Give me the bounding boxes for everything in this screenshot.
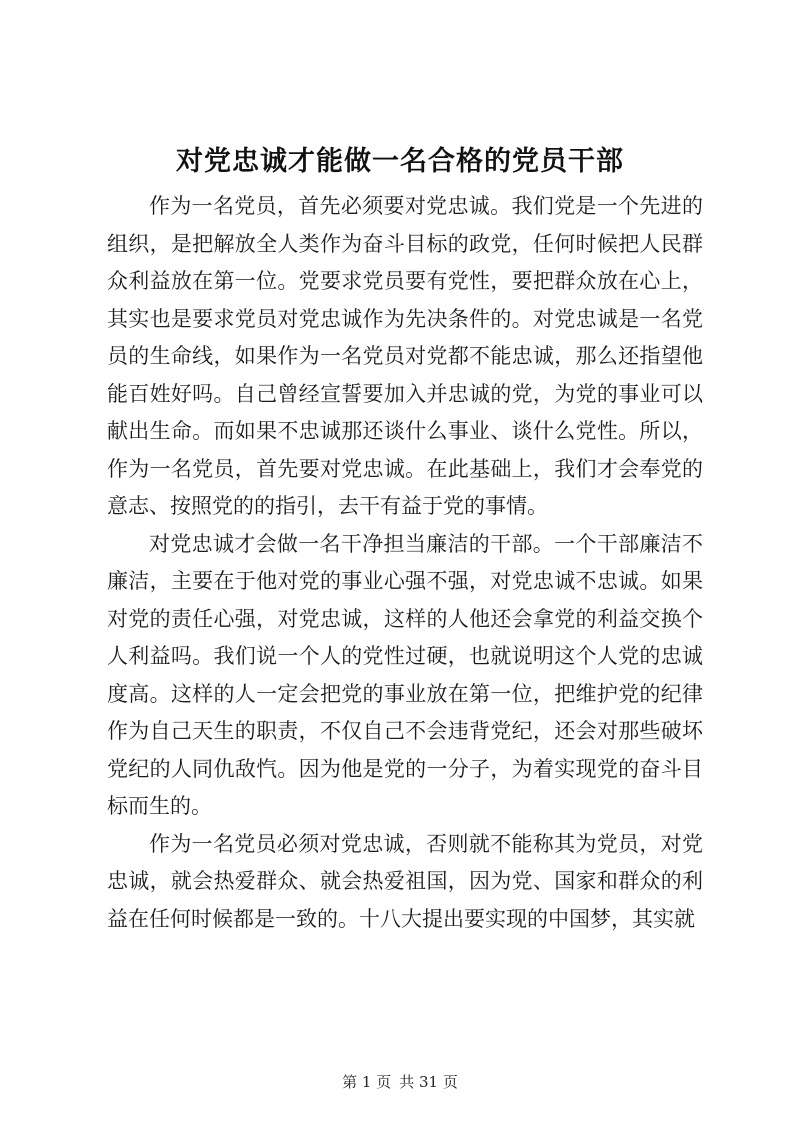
document-body [107,188,703,938]
page-total: 共 31 页 [399,1073,458,1091]
page-number: 第 1 页 [342,1073,392,1091]
page-footer [0,1072,800,1092]
paragraph-3: 作为一名党员必须对党忠诚，否则就不能称其为党员，对党忠诚，就会热爱群众、就会热爱祖国，因为党、国家和群众的利益在任何时候都是一致的。十八大提出要实现的中国梦，其实就 [107,831,703,931]
document-title: 对党忠诚才能做一名合格的党员干部 [176,146,624,177]
paragraph-1: 作为一名党员，首先必须要对党忠诚。我们党是一个先进的组织，是把解放全人类作为奋斗目标的政党，任何时候把人民群众利益放在第一位。党要求党员要有党性，要把群众放在心上，其实也是要求党员对党忠诚作为先决条件的。对党忠诚是一名党员的生命线，如果作为一名党员对党都不能忠诚，那么还指望他能百姓好吗。自己曾经宣誓要加入并忠诚的党，为党的事业可以献出生命。而如果不忠诚那还谈什么事业、谈什么党性。所以，作为一名党员，首先要对党忠诚。在此基础上，我们才会奉党的意志、按照党的的指引，去干有益于党的事情。 [107,194,703,518]
paragraph-2: 对党忠诚才会做一名干净担当廉洁的干部。一个干部廉洁不廉洁，主要在于他对党的事业心强不强，对党忠诚不忠诚。如果对党的责任心强，对党忠诚，这样的人他还会拿党的利益交换个人利益吗。我们说一个人的党性过硬，也就说明这个人党的忠诚度高。这样的人一定会把党的事业放在第一位，把维护党的纪律作为自己天生的职责，不仅自己不会违背党纪，还会对那些破坏党纪的人同仇敌忾。因为他是党的一分子，为着实现党的奋斗目标而生的。 [107,531,703,818]
